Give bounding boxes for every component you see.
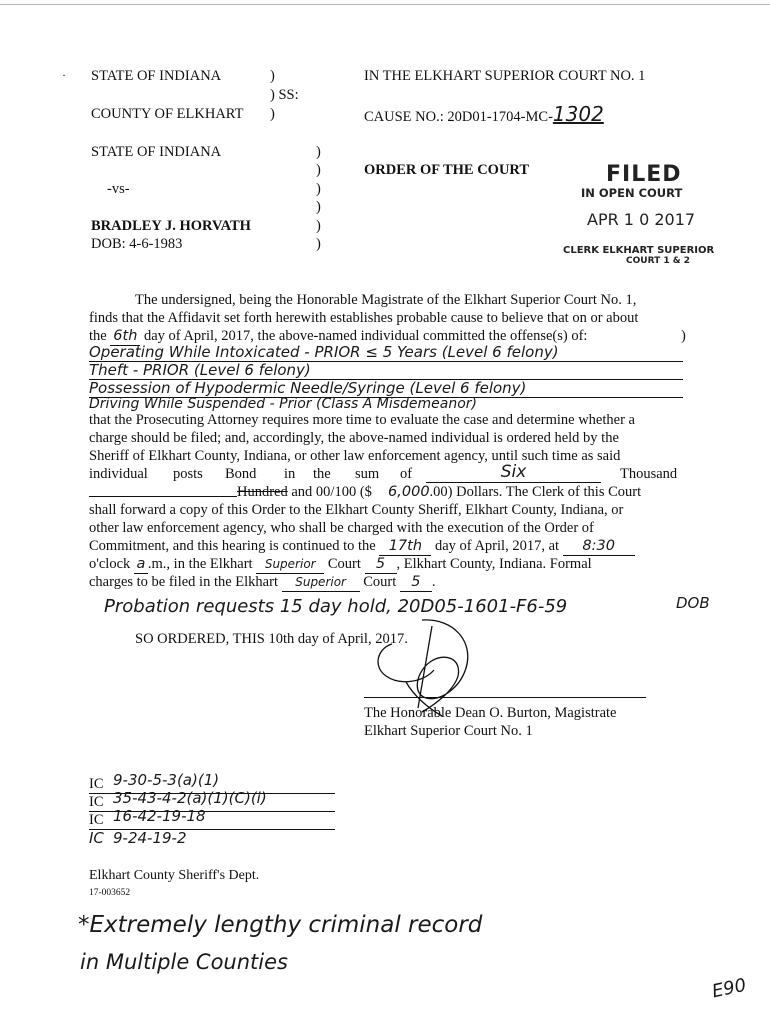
- text-span: o'clock: [89, 556, 131, 572]
- location-line: [89, 555, 592, 574]
- ic-code-handwritten: 9-24-19-2: [113, 829, 187, 847]
- court-number-handwritten: 5: [400, 573, 432, 592]
- text-span: day of April, 2017, at: [435, 538, 560, 554]
- criminal-record-note-handwritten: *Extremely lengthy criminal record: [78, 912, 483, 938]
- ic-code-handwritten: 16-42-19-18: [113, 807, 206, 825]
- text-word: Bond: [225, 466, 257, 482]
- probation-note-handwritten: Probation requests 15 day hold, 20D05-1601-F6-59: [104, 596, 568, 617]
- filed-stamp: FILED: [606, 162, 682, 187]
- offense-day-handwritten: 6th: [110, 327, 140, 346]
- court-handwritten: Superior: [256, 555, 324, 574]
- caption-paren: ): [270, 68, 275, 84]
- text-span: Court: [363, 574, 397, 590]
- offense-handwritten: Possession of Hypodermic Needle/Syringe (Level 6 felony): [89, 379, 527, 397]
- court-handwritten: Superior: [282, 573, 360, 592]
- body-line: charge should be filed; and, accordingly, the above-named individual is ordered held by the: [89, 430, 619, 446]
- continued-line: [89, 537, 635, 556]
- hearing-time-handwritten: 8:30: [563, 537, 635, 556]
- cause-number: [364, 102, 604, 126]
- open-court-stamp: IN OPEN COURT: [581, 186, 683, 200]
- body-line: that the Prosecuting Attorney requires more time to evaluate the case and determine whether a: [89, 412, 635, 428]
- body-line: Sheriff of Elkhart County, Indiana, or other law enforcement agency, until such time as said: [89, 448, 621, 464]
- text-word: posts: [173, 466, 203, 482]
- text-span: and 00/100 ($: [291, 484, 372, 500]
- text-word: in: [284, 466, 296, 482]
- multiple-counties-note-handwritten: in Multiple Counties: [80, 950, 288, 974]
- body-line: finds that the Affidavit set forth herewith establishes probable cause to believe that on or about: [89, 310, 639, 326]
- bracket-paren: ): [316, 144, 321, 160]
- plaintiff: STATE OF INDIANA: [91, 144, 222, 160]
- order-title: ORDER OF THE COURT: [364, 162, 530, 178]
- bracket-paren: ): [316, 199, 321, 215]
- text-span: Court: [327, 556, 361, 572]
- text-word: Thousand: [620, 466, 678, 482]
- offense-right-paren: ): [681, 328, 686, 344]
- text-span: .00) Dollars. The Clerk of this Court: [429, 484, 642, 500]
- bracket-paren: ): [316, 236, 321, 252]
- margin-dot: ·: [62, 68, 66, 82]
- body-line: other law enforcement agency, who shall be charged with the execution of the Order of: [89, 520, 594, 536]
- corner-initials-handwritten: E90: [710, 974, 749, 1003]
- clerk-stamp: CLERK ELKHART SUPERIOR: [563, 245, 715, 256]
- defendant-name: BRADLEY J. HORVATH: [91, 218, 251, 234]
- stamp-date: APR 1 0 2017: [587, 210, 696, 229]
- so-ordered: SO ORDERED, THIS 10th day of April, 2017.: [135, 631, 408, 647]
- text-span: , Elkhart County, Indiana. Formal: [396, 556, 592, 572]
- text-span: charges to be filed in the Elkhart: [89, 574, 278, 590]
- caption-paren: ): [270, 106, 275, 122]
- court-name: IN THE ELKHART SUPERIOR COURT NO. 1: [364, 68, 646, 84]
- note-initials-handwritten: DOB: [676, 594, 710, 612]
- caption-ss: ) SS:: [270, 87, 299, 103]
- text-span: the: [89, 328, 107, 344]
- ic-label: IC: [89, 794, 104, 810]
- text-span: day of April, 2017, the above-named individual committed the offense(s) of:: [143, 328, 588, 344]
- clerk-stamp-court: COURT 1 & 2: [626, 256, 691, 266]
- caption-state: STATE OF INDIANA: [91, 68, 222, 84]
- charges-line: [89, 573, 436, 592]
- offense-handwritten: Theft - PRIOR (Level 6 felony): [89, 361, 311, 379]
- caption-county: COUNTY OF ELKHART: [91, 106, 244, 122]
- magistrate-name: The Honorable Dean O. Burton, Magistrate: [364, 705, 617, 721]
- bracket-paren: ): [316, 181, 321, 197]
- court-number-handwritten: 5: [365, 555, 397, 574]
- cause-handwritten: 1302: [552, 102, 604, 126]
- page-edge-line: [0, 4, 770, 5]
- sheriff-dept: Elkhart County Sheriff's Dept.: [89, 868, 260, 883]
- bracket-paren: ): [316, 162, 321, 178]
- ic-code-handwritten: 35-43-4-2(a)(1)(C)(i): [113, 789, 267, 807]
- bracket-paren: ): [316, 218, 321, 234]
- text-word: individual: [89, 466, 148, 482]
- text-word: of: [400, 466, 413, 482]
- ic-code-handwritten: 9-30-5-3(a)(1): [113, 771, 220, 789]
- bond-amount-handwritten: 6,000: [388, 484, 430, 500]
- text-span: .m., in the Elkhart: [147, 556, 253, 572]
- defendant-dob: DOB: 4-6-1983: [91, 236, 183, 252]
- ic-label-handwritten: IC: [89, 829, 104, 847]
- continued-day-handwritten: 17th: [379, 537, 431, 556]
- bond-words-handwritten: Six: [426, 462, 601, 483]
- text-span: Commitment, and this hearing is continued to the: [89, 538, 376, 554]
- bond-line: [89, 483, 641, 501]
- hundred-struck: Hundred: [237, 484, 288, 500]
- case-number: 17-003652: [89, 888, 131, 898]
- text-word: sum: [355, 466, 380, 482]
- magistrate-court: Elkhart Superior Court No. 1: [364, 723, 533, 739]
- cause-prefix: CAUSE NO.: 20D01-1704-MC-: [364, 109, 553, 125]
- ic-label: IC: [89, 776, 104, 792]
- ic-label: IC: [89, 812, 104, 828]
- signature-line: [364, 697, 646, 698]
- text-span: .: [431, 574, 436, 590]
- text-word: the: [313, 466, 331, 482]
- am-pm-handwritten: a: [134, 555, 148, 574]
- versus: -vs-: [107, 181, 130, 197]
- body-line: shall forward a copy of this Order to the Elkhart County Sheriff, Elkhart County, Indiana, or: [89, 502, 624, 518]
- offense-handwritten: Driving While Suspended - Prior (Class A Misdemeanor): [89, 396, 478, 412]
- offense-handwritten: Operating While Intoxicated - PRIOR ≤ 5 Years (Level 6 felony): [89, 343, 559, 361]
- body-line: The undersigned, being the Honorable Magistrate of the Elkhart Superior Court No. 1,: [135, 292, 637, 308]
